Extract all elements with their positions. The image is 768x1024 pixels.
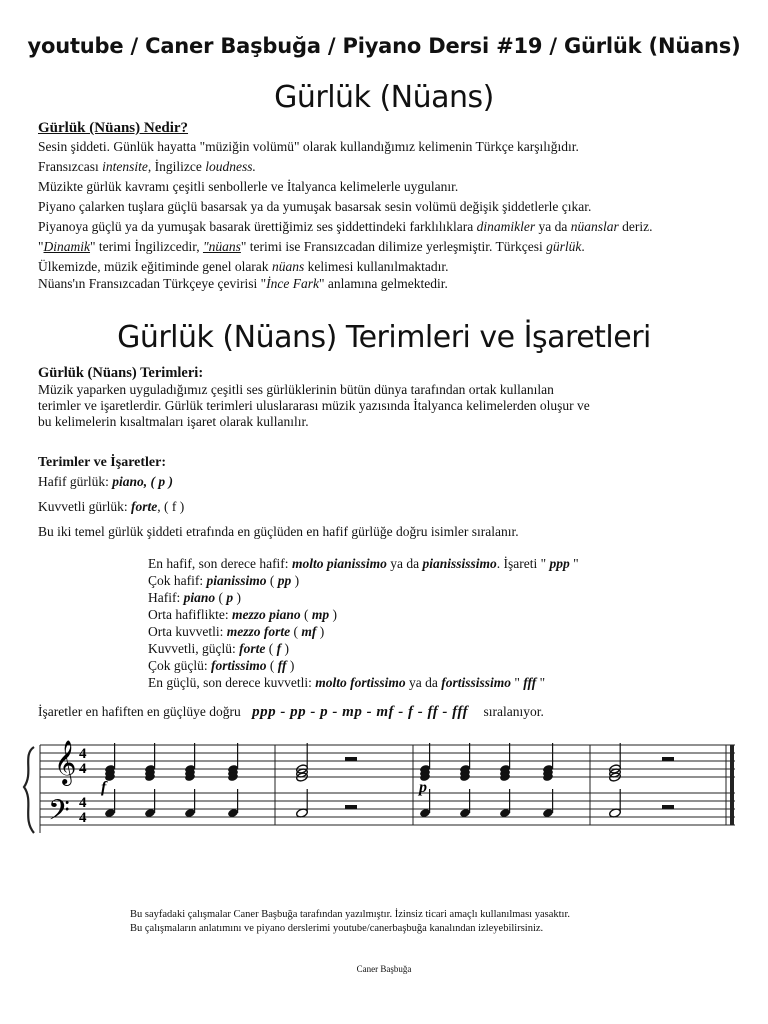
sequence-suffix: sıralanıyor. <box>483 704 544 719</box>
text: Hafif gürlük: <box>38 474 113 489</box>
text: gürlük <box>546 239 582 254</box>
soft-line <box>38 474 738 490</box>
text: deriz. <box>618 219 653 234</box>
text: kelimesi kullanılmaktadır. <box>304 259 449 274</box>
sequence-line <box>38 704 544 721</box>
text: Ülkemizde, müzik eğitiminde genel olarak <box>38 259 272 274</box>
time-sig-bottom-bass: 4 <box>79 810 87 826</box>
text: "nüans <box>202 239 241 254</box>
text: dinamikler <box>476 219 536 234</box>
footer-note-line-2: Bu çalışmaların anlatımını ve piyano derslerimi youtube/canerbaşbuğa kanalından izleyebilirsiniz. <box>130 923 544 934</box>
text: . <box>581 239 585 254</box>
list-item: Hafif: piano ( p ) <box>148 590 241 605</box>
section-terms <box>38 365 738 430</box>
text: ya da <box>535 219 571 234</box>
dynamics-list <box>148 555 579 691</box>
text: nüanslar <box>570 219 619 234</box>
sequence-prefix: İşaretler en hafiften en güçlüye doğru <box>38 704 241 719</box>
text: Müzikte gürlük kavramı çeşitli senbollerle ve İtalyanca kelimelerle uygulanır. <box>38 179 459 194</box>
para-line: terimler ve işaretlerdir. Gürlük terimleri uluslararası müzik yazısında İtalyanca kelimelerden oluşur ve <box>38 398 590 413</box>
section-title-what-is: Gürlük (Nüans) Nedir? <box>38 120 189 136</box>
text: " terimi İngilizcedir, <box>90 239 203 254</box>
bass-clef-icon: 𝄢 <box>48 794 70 834</box>
text: , İngilizce <box>147 159 206 174</box>
time-signature <box>79 746 87 826</box>
text: , ( f ) <box>157 499 185 514</box>
footer-author: Caner Başbuğa <box>356 964 412 974</box>
text: Piyano çalarken tuşlara güçlü basarsak ya da yumuşak basarsak sesin volümü değişik şiddetlerle çıkar. <box>38 199 592 214</box>
text: Fransızcası <box>38 159 103 174</box>
time-sig-top-bass: 4 <box>79 795 87 811</box>
order-line: Bu iki temel gürlük şiddeti etrafında en güçlüden en hafif gürlüğe doğru isimler sıralanır. <box>38 524 519 539</box>
para-line <box>38 137 738 157</box>
list-item: Çok hafif: pianissimo ( pp ) <box>148 573 300 588</box>
list-item: Kuvvetli, güçlü: forte ( f ) <box>148 641 289 656</box>
text: Nüans'ın Fransızcadan Türkçeye çevirisi " <box>38 276 267 291</box>
terms-title: Terimler ve İşaretler: <box>38 455 167 470</box>
text: nüans <box>271 259 305 274</box>
half-rest <box>662 757 674 761</box>
half-rest <box>345 805 357 809</box>
text: intensite <box>102 159 148 174</box>
dynamic-mark-2: p <box>419 779 427 796</box>
time-sig-bottom-treble: 4 <box>79 761 87 777</box>
para-line <box>38 217 738 237</box>
text: piano, ( p ) <box>112 474 173 489</box>
list-item: Orta kuvvetli: mezzo forte ( mf ) <box>148 624 325 639</box>
treble-clef-icon: 𝄞 <box>54 740 77 784</box>
main-title: Gürlük (Nüans) <box>274 80 494 115</box>
section-what-is <box>38 120 738 291</box>
para-line <box>38 197 738 217</box>
text: İnce Fark <box>266 276 319 291</box>
section-heading-terms: Gürlük (Nüans) Terimleri ve İşaretleri <box>117 320 651 355</box>
sequence-marks: ppp - pp - p - mp - mf - f - ff - fff <box>252 704 469 720</box>
text: " <box>38 239 44 254</box>
para-line <box>38 177 738 197</box>
list-item: Orta hafiflikte: mezzo piano ( mp ) <box>148 607 337 622</box>
footer-note-line-1: Bu sayfadaki çalışmalar Caner Başbuğa tarafından yazılmıştır. İzinsiz ticari amaçlı kullanılması yasaktır. <box>130 909 570 920</box>
para-line <box>38 237 738 257</box>
para-line: bu kelimelerin kısaltmaları işaret olarak kullanılır. <box>38 414 309 429</box>
list-item: En hafif, son derece hafif: molto pianissimo ya da pianississimo. İşareti " ppp " <box>148 556 579 571</box>
half-rest <box>345 757 357 761</box>
text: " anlamına gelmektedir. <box>318 276 448 291</box>
para-line <box>38 277 738 291</box>
brace <box>24 747 34 833</box>
para-line <box>38 257 738 277</box>
half-rest <box>662 805 674 809</box>
text: Sesin şiddeti. Günlük hayatta "müziğin volümü" olarak kullandığımız kelimenin Türkçe karşılığıdır. <box>38 139 579 154</box>
text: loudness. <box>205 159 256 174</box>
para-line <box>38 157 738 177</box>
footer-note <box>130 908 570 936</box>
music-score <box>20 735 750 840</box>
time-sig-top-treble: 4 <box>79 746 87 762</box>
terms-and-marks <box>38 455 738 540</box>
text: Piyanoya güçlü ya da yumuşak basarak ürettiğimiz ses şiddettindeki farklılıklara <box>38 219 477 234</box>
text: forte <box>131 499 158 514</box>
text: Dinamik <box>43 239 91 254</box>
list-item: Çok güçlü: fortissimo ( ff ) <box>148 658 295 673</box>
text: " terimi ise Fransızcadan dilimize yerleşmiştir. Türkçesi <box>240 239 547 254</box>
dynamic-mark-1: f <box>101 779 107 796</box>
page-top-title: youtube / Caner Başbuğa / Piyano Dersi #19 / Gürlük (Nüans) <box>27 34 741 58</box>
list-item: En güçlü, son derece kuvvetli: molto fortissimo ya da fortississimo " fff " <box>148 675 546 690</box>
text: Kuvvetli gürlük: <box>38 499 131 514</box>
para-line: Müzik yaparken uyguladığımız çeşitli ses gürlüklerinin bütün dünya tarafından ortak kullanılan <box>38 382 554 397</box>
section-title-terms: Gürlük (Nüans) Terimleri: <box>38 365 204 381</box>
loud-line <box>38 499 738 515</box>
